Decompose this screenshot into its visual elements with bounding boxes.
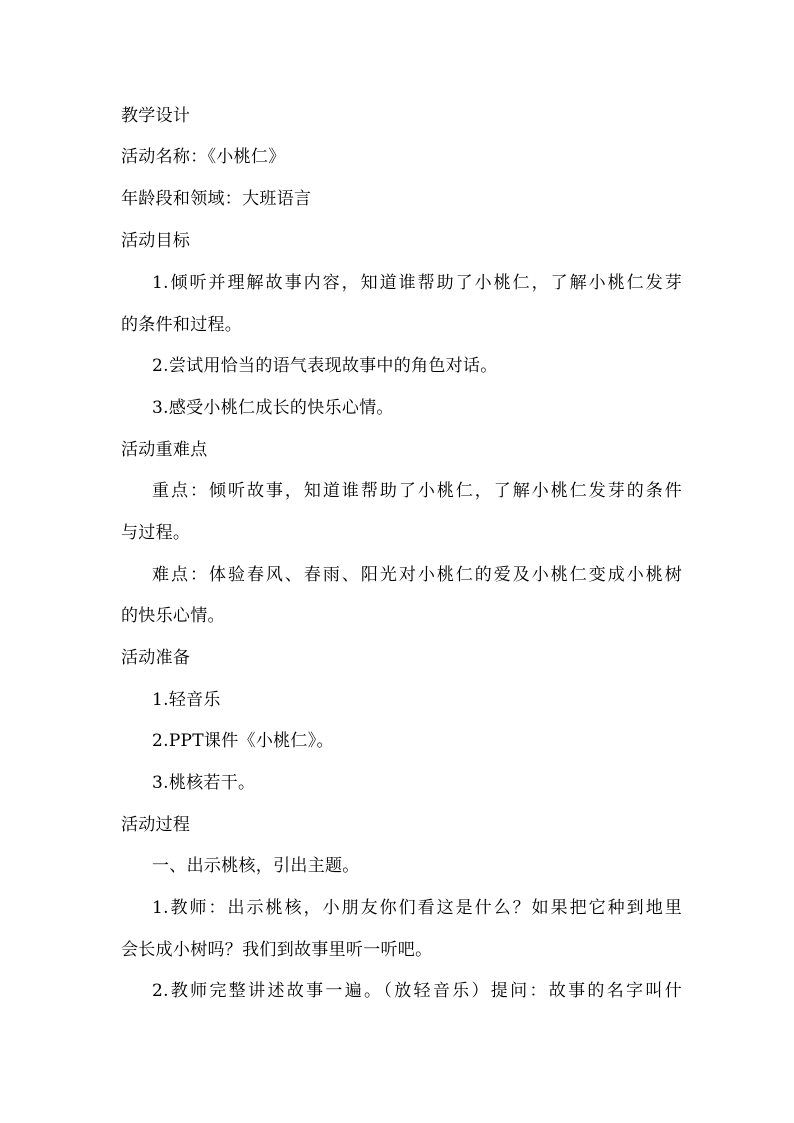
activity-name: 活动名称：《小桃仁》 — [121, 147, 286, 167]
process-section-1: 一、出示桃核，引出主题。 — [152, 856, 360, 876]
goal-1-line-1: 1.倾听并理解故事内容，知道谁帮助了小桃仁，了解小桃仁发芽 — [152, 273, 682, 293]
keypoints-heading: 活动重难点 — [121, 440, 208, 460]
goal-2: 2.尝试用恰当的语气表现故事中的角色对话。 — [152, 356, 498, 376]
difficult-point-line-2: 的快乐心情。 — [121, 606, 225, 626]
prep-item-3: 3.桃核若干。 — [152, 773, 256, 793]
prep-item-1: 1.轻音乐 — [152, 690, 221, 710]
goal-1-line-2: 的条件和过程。 — [121, 315, 243, 335]
process-heading: 活动过程 — [121, 815, 191, 835]
process-item-1-line-1: 1.教师：出示桃核，小朋友你们看这是什么？如果把它种到地里 — [152, 898, 682, 918]
document-title: 教学设计 — [121, 106, 191, 126]
key-point-line-2: 与过程。 — [121, 523, 191, 543]
prep-heading: 活动准备 — [121, 648, 191, 668]
process-item-1-line-2: 会长成小树吗？我们到故事里听一听吧。 — [121, 940, 433, 960]
goal-3: 3.感受小桃仁成长的快乐心情。 — [152, 398, 394, 418]
age-and-domain: 年龄段和领域：大班语言 — [121, 189, 312, 209]
key-point-line-1: 重点：倾听故事，知道谁帮助了小桃仁，了解小桃仁发芽的条件 — [152, 481, 682, 501]
goals-heading: 活动目标 — [121, 231, 191, 251]
prep-item-2: 2.PPT课件《小桃仁》。 — [152, 731, 334, 751]
difficult-point-line-1: 难点：体验春风、春雨、阳光对小桃仁的爱及小桃仁变成小桃树 — [152, 565, 682, 585]
process-item-2-line-1: 2.教师完整讲述故事一遍。（放轻音乐）提问：故事的名字叫什 — [152, 981, 682, 1001]
